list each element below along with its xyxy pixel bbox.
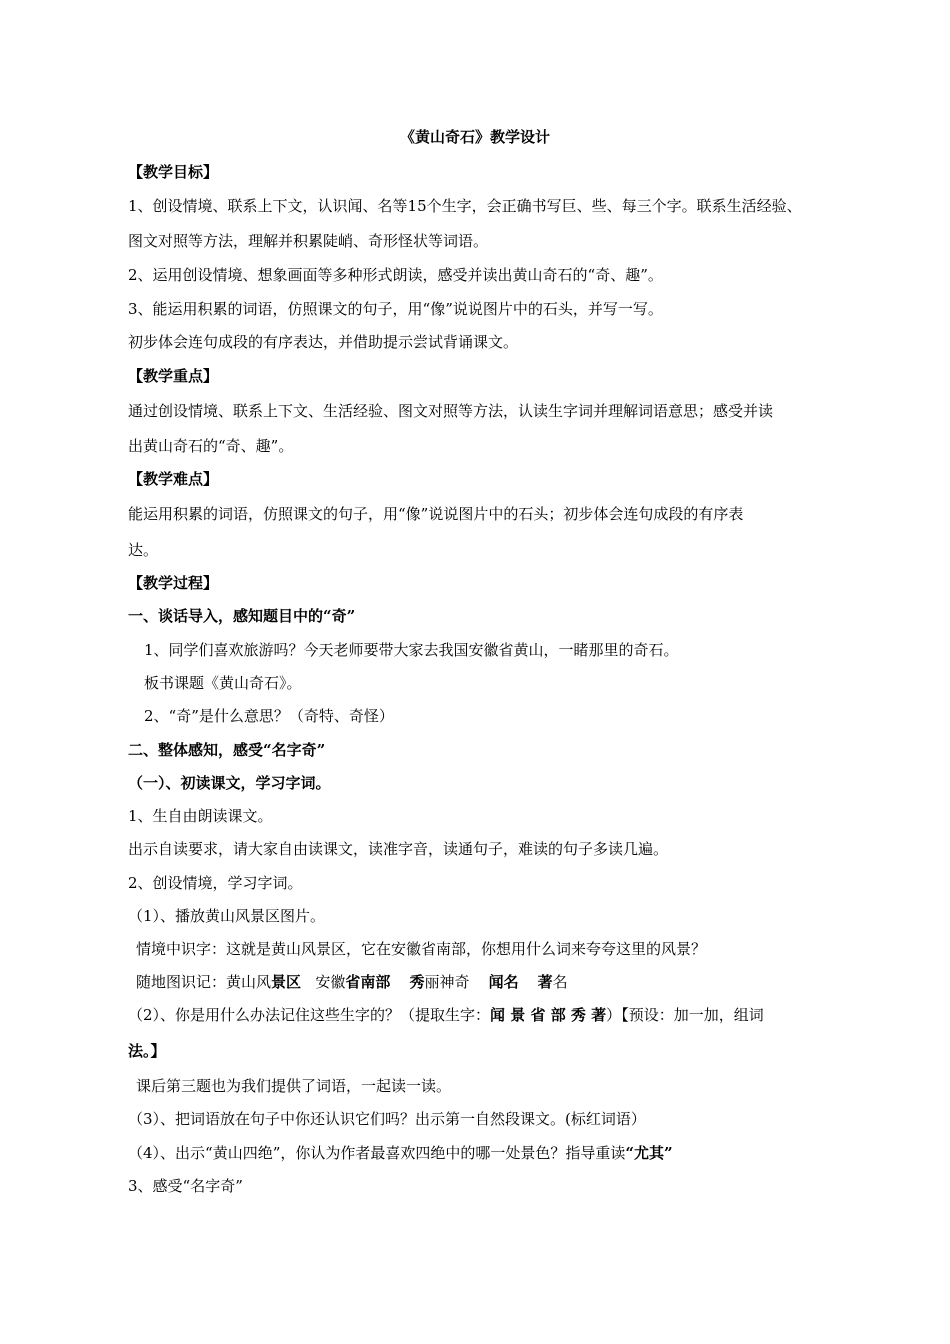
- vocab-prefix: 随地图识记：黄山风: [136, 973, 272, 991]
- heading-difficulties: 【教学难点】: [128, 470, 219, 488]
- section-1-title: 一、谈话导入，感知题目中的“奇”: [128, 607, 356, 625]
- heading-process: 【教学过程】: [128, 574, 219, 592]
- goal-1-line-2: 图文对照等方法，理解并积累陡峭、奇形怪状等词语。: [128, 232, 489, 250]
- goal-2: 2、运用创设情境、想象画面等多种形式朗读，感受并读出黄山奇石的“奇、趣”。: [128, 266, 663, 284]
- vocab-line: [136, 972, 950, 992]
- step-2-continuation: 法。】: [128, 1042, 166, 1060]
- heading-goals: 【教学目标】: [128, 163, 219, 181]
- step-2-close: ）: [606, 1006, 622, 1024]
- step-3: （3）、把词语放在句子中你还认识它们吗？出示第一自然段课文。(标红词语）: [128, 1110, 646, 1128]
- goal-3-continuation: 初步体会连句成段的有序表达，并借助提示尝试背诵课文。: [128, 333, 519, 351]
- step-2-new-chars: 闻 景 省 部 秀 著: [490, 1006, 607, 1024]
- step-2-text: （2）、你是用什么办法记住这些生字的？（提取生字：: [128, 1006, 491, 1024]
- section-2-subheading: （一）、初读课文，学习字词。: [128, 774, 331, 792]
- vocab-word-xiu: 秀: [409, 973, 425, 991]
- vocab-word-zhu: 著: [537, 973, 553, 991]
- vocab-word-xiu-rest: 丽神奇: [424, 973, 470, 991]
- vocab-word-zhu-rest: 名: [552, 973, 568, 991]
- vocab-anhui: 安徽: [315, 973, 346, 991]
- key-points-line-1: 通过创设情境、联系上下文、生活经验、图文对照等方法，认读生字词并理解词语意思；感受并读: [128, 402, 774, 420]
- step-2-followup: 课后第三题也为我们提供了词语，一起读一读。: [136, 1077, 452, 1095]
- vocab-word-wenming: 闻名: [488, 973, 519, 991]
- vocab-word-province-south: 省南部: [345, 973, 391, 991]
- difficulties-line-1: 能运用积累的词语，仿照课文的句子，用“像”说说图片中的石头；初步体会连句成段的有序表: [128, 505, 744, 523]
- section-2-item-3: 3、感受“名字奇”: [128, 1177, 243, 1195]
- section-1-item-2: 2、“奇”是什么意思？（奇特、奇怪）: [144, 707, 394, 725]
- section-2-item-1: 1、生自由朗读课文。: [128, 807, 273, 825]
- step-1: （1）、播放黄山风景区图片。: [128, 907, 326, 925]
- section-2-item-2: 2、创设情境，学习字词。: [128, 874, 303, 892]
- step-1-context: 情境中识字：这就是黄山风景区，它在安徽省南部，你想用什么词来夸夸这里的风景？: [136, 940, 707, 958]
- heading-key-points: 【教学重点】: [128, 367, 219, 385]
- vocab-word-scenic-area: 景区: [271, 973, 302, 991]
- step-2: [128, 1005, 950, 1025]
- section-2-title: 二、整体感知，感受“名字奇”: [128, 741, 326, 759]
- step-4: [128, 1143, 950, 1163]
- reading-requirements: 出示自读要求，请大家自由读课文，读准字音，读通句子，难读的句子多读几遍。: [128, 840, 669, 858]
- key-points-line-2: 出黄山奇石的“奇、趣”。: [128, 437, 294, 455]
- step-4-text: （4）、出示“黄山四绝”，你认为作者最喜欢四绝中的哪一处景色？指导重读: [128, 1144, 626, 1162]
- document-title: 《黄山奇石》教学设计: [399, 128, 550, 146]
- difficulties-line-2: 达。: [128, 541, 159, 559]
- step-2-preset: 【预设：加一加，组词: [621, 1006, 764, 1024]
- step-4-emphasis: “尤其”: [625, 1144, 673, 1162]
- goal-1-line-1: 1、创设情境、联系上下文，认识闻、名等15个生字，会正确书写巨、些、每三个字。联系生活经验、: [128, 197, 802, 215]
- section-1-item-1: 1、同学们喜欢旅游吗？今天老师要带大家去我国安徽省黄山，一睹那里的奇石。: [144, 641, 679, 659]
- section-1-board: 板书课题《黄山奇石》。: [144, 674, 302, 692]
- goal-3: 3、能运用积累的词语，仿照课文的句子，用“像”说说图片中的石头，并写一写。: [128, 300, 663, 318]
